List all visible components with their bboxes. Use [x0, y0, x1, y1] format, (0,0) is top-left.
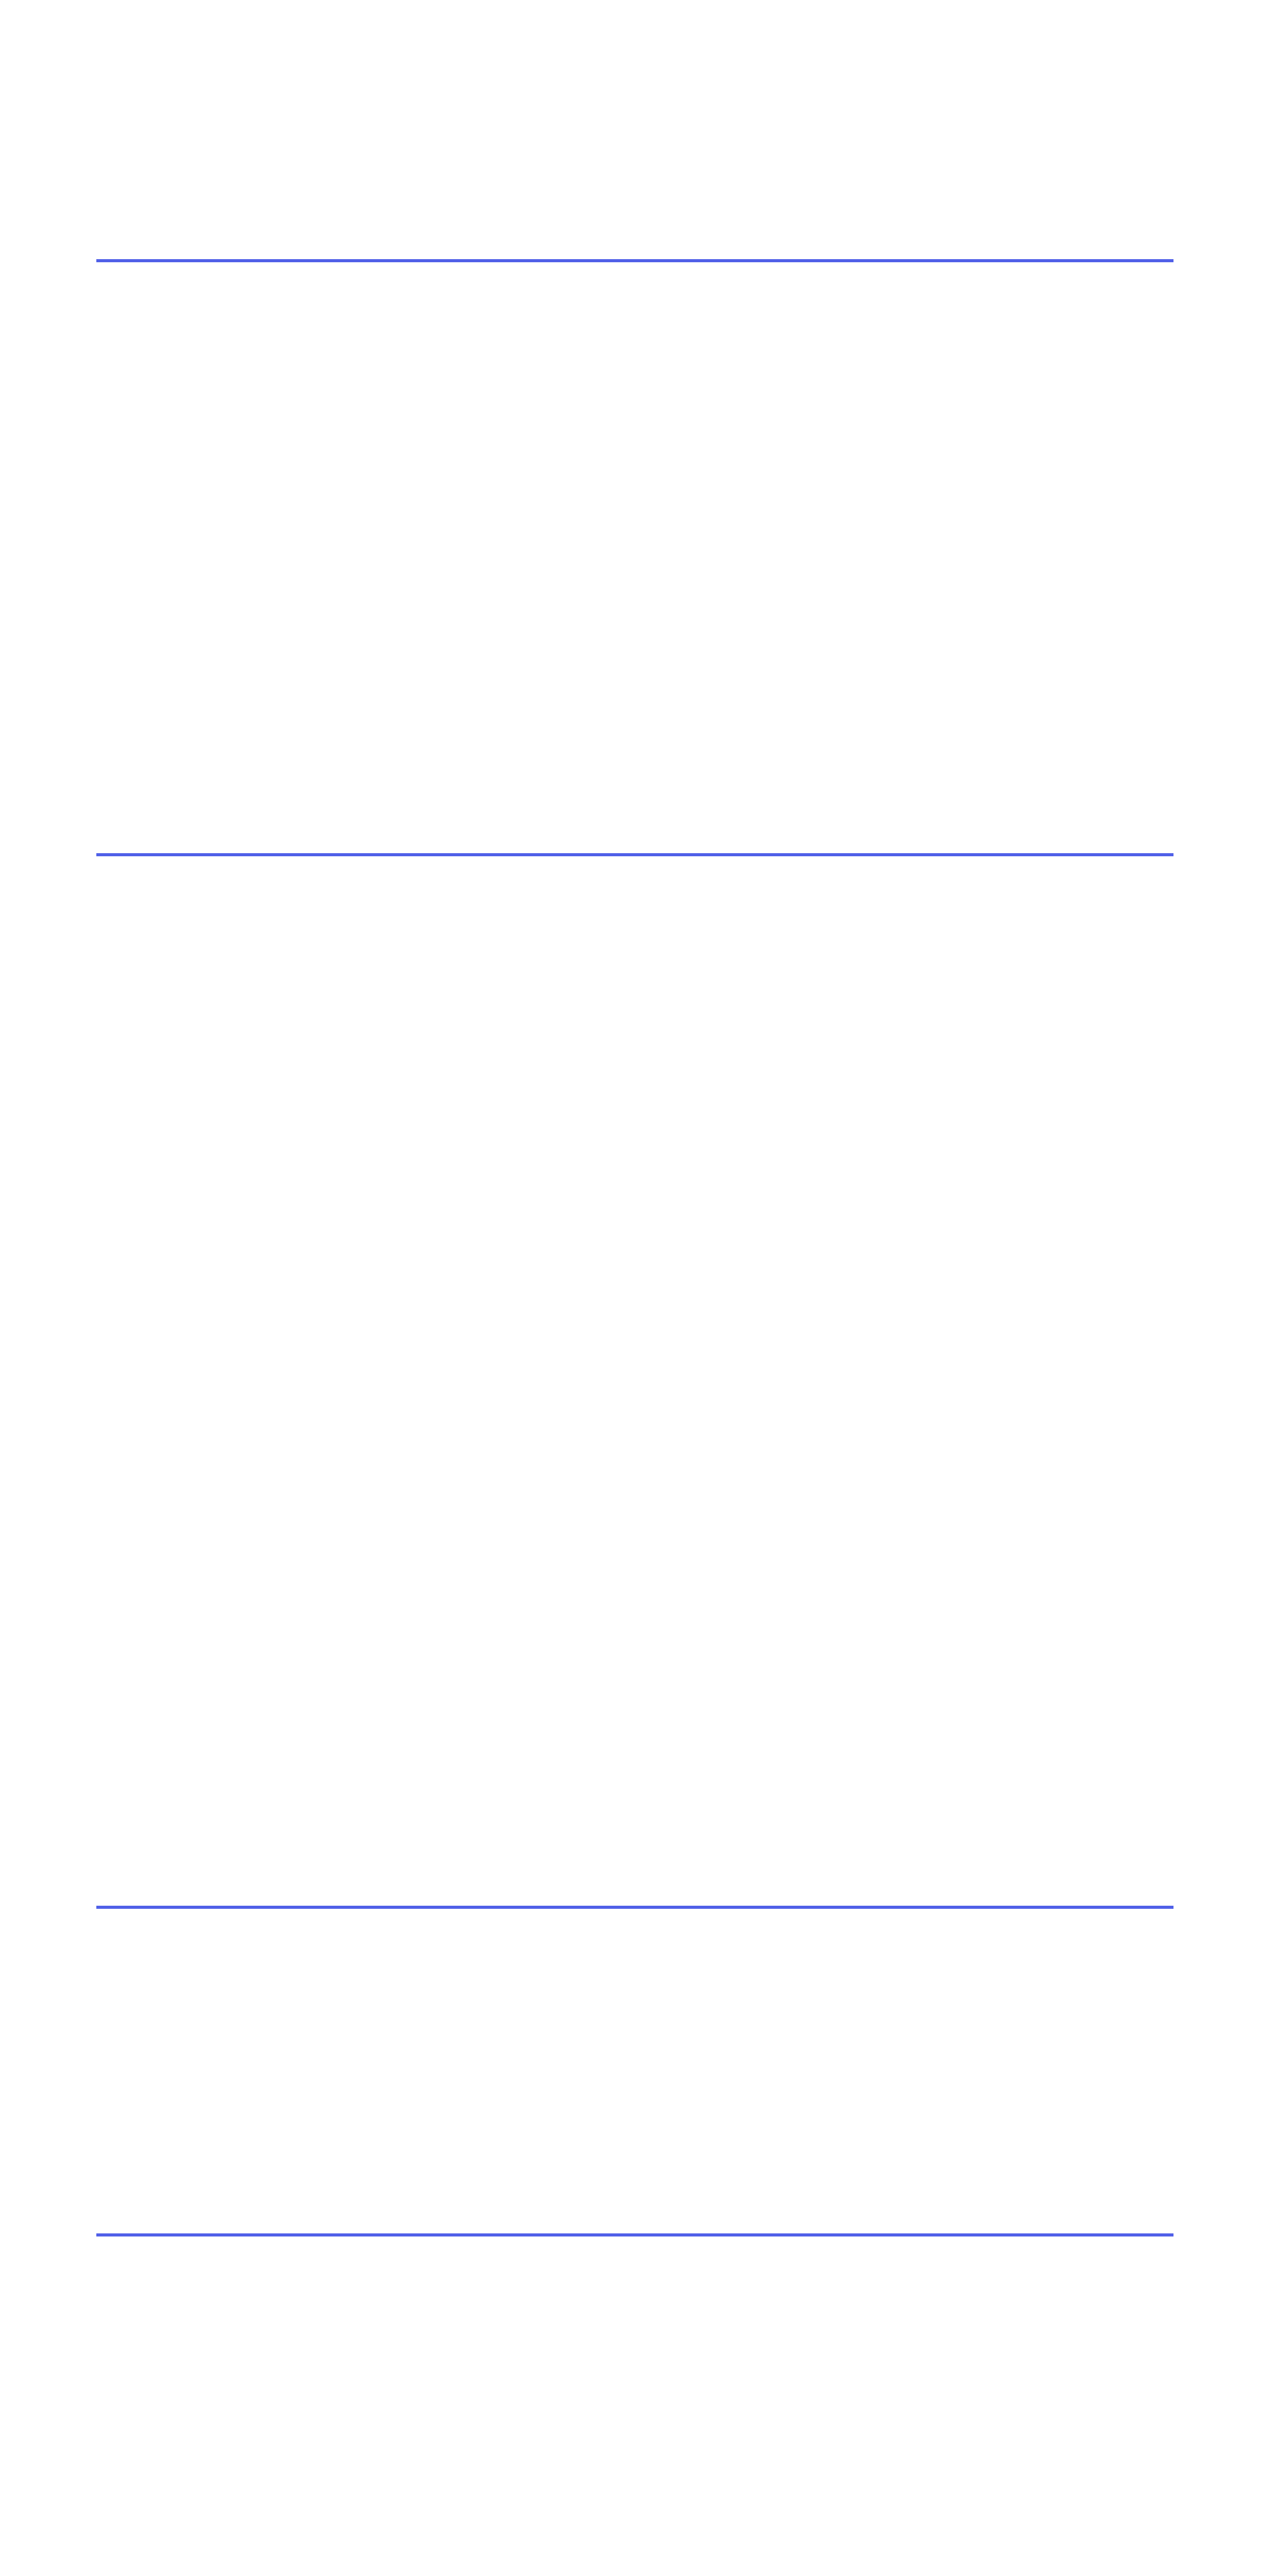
section-divider	[96, 2233, 1173, 2236]
section-divider	[96, 259, 1173, 262]
section-divider	[96, 853, 1173, 856]
section-divider	[96, 1906, 1173, 1909]
